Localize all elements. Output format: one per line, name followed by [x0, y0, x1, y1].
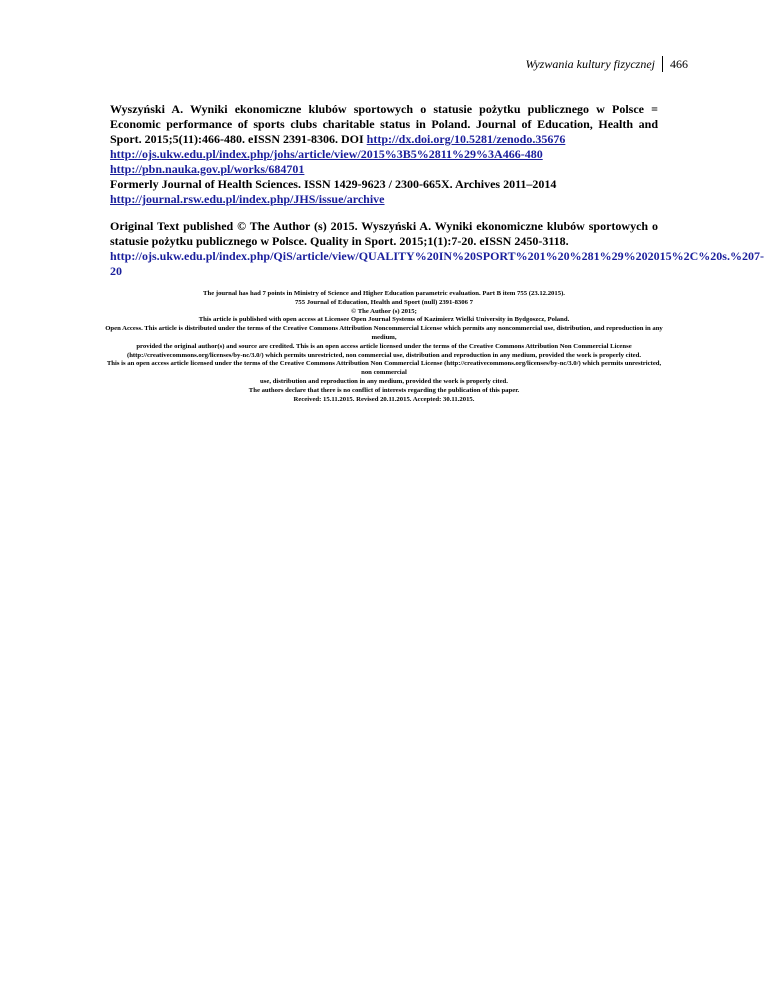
formerly-text: Formerly Journal of Health Sciences. ISSN 1429-9623 / 2300-665X. Archives 2011–2014	[110, 177, 557, 191]
note-line: (http://creativecommons.org/licenses/by-nc/3.0/) which permits unrestricted, non commercial use, distribution and reproduction in any medium, provided the work is properly cited.	[126, 351, 642, 359]
citation-text: Wyszyński A. Wyniki ekonomiczne klubów sportowych o statusie pożytku publicznego w Polsce = Economic performance of sports clubs charitable status in Poland. Journal of Education, Health and Sport. 2015;5(11):466-480. eISSN 2391-8306. DOI	[110, 102, 658, 146]
citation-block	[110, 102, 658, 207]
note-line: © The Author (s) 2015;	[351, 307, 417, 315]
original-article-link[interactable]: http://ojs.ukw.edu.pl/index.php/QiS/article/view/QUALITY%20IN%20SPORT%201%20%281%29%202015%2C%20s.%207-20	[110, 249, 764, 278]
page-number: 466	[670, 56, 688, 71]
note-line: Open Access. This article is distributed under the terms of the Creative Commons Attribution Noncommercial License which permits any noncommercial use, distribution, and reproduction in any medium,	[105, 325, 663, 341]
archive-link[interactable]: http://journal.rsw.edu.pl/index.php/JHS/issue/archive	[110, 192, 385, 206]
article-front-matter	[105, 102, 764, 404]
note-line: use, distribution and reproduction in any medium, provided the work is properly cited.	[260, 377, 508, 385]
page-header	[525, 56, 688, 72]
pbn-works-link[interactable]: http://pbn.nauka.gov.pl/works/684701	[110, 162, 305, 176]
note-line: The journal has had 7 points in Ministry of Science and Higher Education parametric evaluation. Part B item 755 (23.12.2015).	[203, 290, 565, 297]
ojs-article-link[interactable]: http://ojs.ukw.edu.pl/index.php/johs/article/view/2015%3B5%2811%29%3A466-480	[110, 147, 543, 161]
note-line: The authors declare that there is no conflict of interests regarding the publication of this paper.	[248, 386, 520, 394]
note-line: This is an open access article licensed under the terms of the Creative Commons Attribution Non Commercial License (http://creativecommons.org/licenses/by-nc/3.0/) which permits unrestricted, non commercial	[106, 360, 662, 377]
note-line: 755 Journal of Education, Health and Sport (null) 2391-8306 7	[295, 298, 473, 306]
doi-link[interactable]: http://dx.doi.org/10.5281/zenodo.35676	[366, 132, 566, 146]
original-text: Original Text published © The Author (s) 2015. Wyszyński A. Wyniki ekonomiczne klubów sportowych o statusie pożytku publicznego w Polsce. Quality in Sport. 2015;1(1):7-20. eISSN 2450-3118.	[110, 219, 658, 248]
note-line: Received: 15.11.2015. Revised 20.11.2015. Accepted: 30.11.2015.	[293, 395, 475, 403]
note-line: provided the original author(s) and source are credited. This is an open access article licensed under the terms of the Creative Commons Attribution Non Commercial License	[136, 342, 632, 350]
note-line: This article is published with open access at Licensee Open Journal Systems of Kazimierz Wielki University in Bydgoszcz, Poland.	[198, 316, 570, 324]
journal-name: Wyzwania kultury fizycznej	[525, 56, 663, 72]
original-text-block	[110, 219, 764, 279]
license-notes	[104, 290, 664, 404]
